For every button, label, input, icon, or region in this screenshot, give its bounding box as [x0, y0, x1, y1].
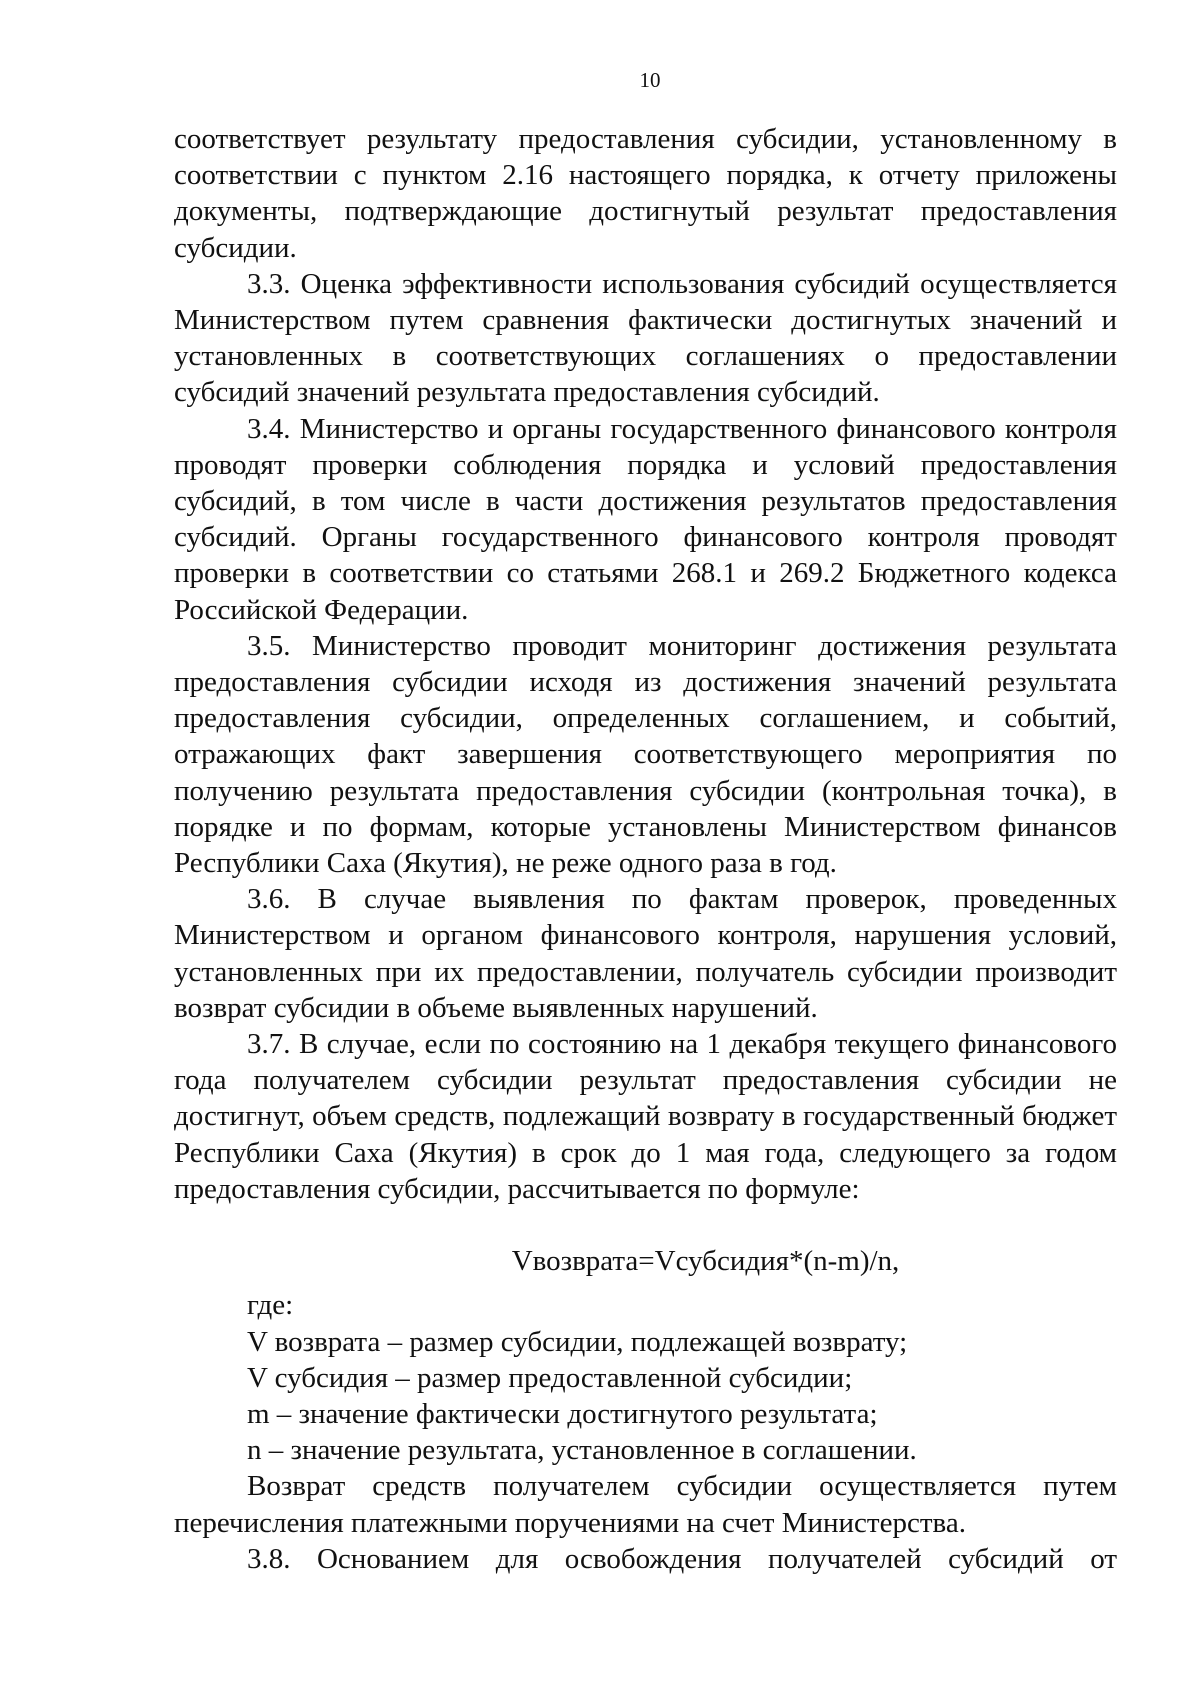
paragraph-3-7: 3.7. В случае, если по состоянию на 1 декабря текущего финансового года получателем субсидии результат предоставления субсидии не достигнут, объем средств, подлежащий возврату в государственный бюджет Республики Саха (Якутия) в срок до 1 мая года, следующего за годом предоставления субсидии, рассчитывается по формуле: [174, 1028, 1117, 1205]
paragraph-return-procedure: Возврат средств получателем субсидии осуществляется путем перечисления платежными поручениями на счет Министерства. [174, 1470, 1117, 1539]
return-formula: Vвозврата=Vсубсидия*(n-m)/n, [511, 1245, 900, 1278]
formula-legend-item: V возврата – размер субсидии, подлежащей возврату; [247, 1325, 908, 1358]
formula-legend-item: n – значение результата, установленное в соглашении. [247, 1434, 917, 1467]
formula-legend-intro: где: [247, 1289, 294, 1322]
paragraph-3-3: 3.3. Оценка эффективности использования субсидий осуществляется Министерством путем сравнения фактически достигнутых значений и установленных в соответствующих соглашениях о предоставлении субсидий значений результата предоставления субсидий. [174, 267, 1117, 409]
formula-legend-item: m – значение фактически достигнутого результата; [247, 1397, 878, 1430]
formula-legend-item: V субсидия – размер предоставленной субсидии; [247, 1361, 853, 1394]
paragraph-3-6: 3.6. В случае выявления по фактам проверок, проведенных Министерством и органом финансового контроля, нарушения условий, установленных при их предоставлении, получатель субсидии производит возврат субсидии в объеме выявленных нарушений. [174, 883, 1117, 1024]
page-number: 10 [639, 68, 661, 92]
document-body [174, 121, 1117, 1577]
paragraph-3-8: 3.8. Основанием для освобождения получателей субсидий от [247, 1542, 1117, 1575]
paragraph-3-4: 3.4. Министерство и органы государственного финансового контроля проводят проверки соблюдения порядка и условий предоставления субсидий, в том числе в части достижения результатов предоставления субсидий. Органы государственного финансового контроля проводят проверки в соответствии со статьями 268.1 и 269.2 Бюджетного кодекса Российской Федерации. [174, 412, 1117, 626]
paragraph-3-5: 3.5. Министерство проводит мониторинг достижения результата предоставления субсидии исходя из достижения значений результата предоставления субсидии, определенных соглашением, и событий, отражающих факт завершения соответствующего мероприятия по получению результата предоставления субсидии (контрольная точка), в порядке и по формам, которые установлены Министерством финансов Республики Саха (Якутия), не реже одного раза в год. [174, 629, 1117, 880]
paragraph-continuation: соответствует результату предоставления субсидии, установленному в соответствии с пунктом 2.16 настоящего порядка, к отчету приложены документы, подтверждающие достигнутый результат предоставления субсидии. [174, 123, 1117, 264]
